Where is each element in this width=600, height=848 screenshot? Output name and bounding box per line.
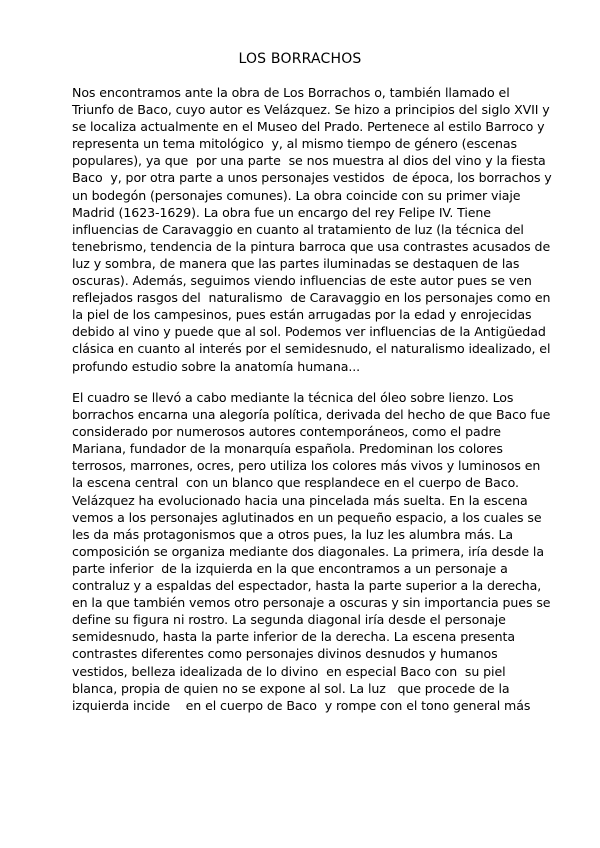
- paragraph-2: El cuadro se llevó a cabo mediante la técnica del óleo sobre lienzo. Los borrachos encarna una alegoría política, derivada del hecho de que Baco fue considerado por numerosos autores contemporáneos, como el padre Mariana, fundador de la monarquía española. Predominan los colores terrosos, marrones, ocres, pero utiliza los colores más vivos y luminosos en la escena central con un blanco que resplandece en el cuerpo de Baco. Velázquez ha evolucionado hacia una pincelada más suelta. En la escena vemos a los personajes aglutinados en un pequeño espacio, a los cuales se les da más protagonismos que a otros pues, la luz les alumbra más. La composición se organiza mediante dos diagonales. La primera, iría desde la parte inferior de la izquierda en la que encontramos a un personaje a contraluz y a espaldas del espectador, hasta la parte superior a la derecha, en la que también vemos otro personaje a oscuras y sin importancia pues se define su figura ni rostro. La segunda diagonal iría desde el personaje semidesnudo, hasta la parte inferior de la derecha. La escena presenta contrastes diferentes como personajes divinos desnudos y humanos vestidos, belleza idealizada de lo divino en especial Baco con su piel blanca, propia de quien no se expone al sol. La luz que procede de la izquierda incide en el cuerpo de Baco y rompe con el tono general más: [72, 390, 551, 713]
- paragraph-1: Nos encontramos ante la obra de Los Borrachos o, también llamado el Triunfo de Baco, cuyo autor es Velázquez. Se hizo a principios del siglo XVII y se localiza actualmente en el Museo del Prado. Pertenece al estilo Barroco y representa un tema mitológico y, al mismo tiempo de género (escenas populares), ya que por una parte se nos muestra al dios del vino y la fiesta Baco y, por otra parte a unos personajes vestidos de época, los borrachos y un bodegón (personajes comunes). La obra coincide con su primer viaje Madrid (1623-1629). La obra fue un encargo del rey Felipe IV. Tiene influencias de Caravaggio en cuanto al tratamiento de luz (la técnica del tenebrismo, tendencia de la pintura barroca que usa contrastes acusados de luz y sombra, de manera que las partes iluminadas se destaquen de las oscuras). Además, seguimos viendo influencias de este autor pues se ven reflejados rasgos del naturalismo de Caravaggio en los personajes como en la piel de los campesinos, pues están arrugadas por la edad y enrojecidas debido al vino y puede que al sol. Podemos ver influencias de la Antigüedad clásica en cuanto al interés por el semidesnudo, el naturalismo idealizado, el profundo estudio sobre la anatomía humana...: [72, 85, 552, 374]
- document-title: LOS BORRACHOS: [238, 51, 362, 67]
